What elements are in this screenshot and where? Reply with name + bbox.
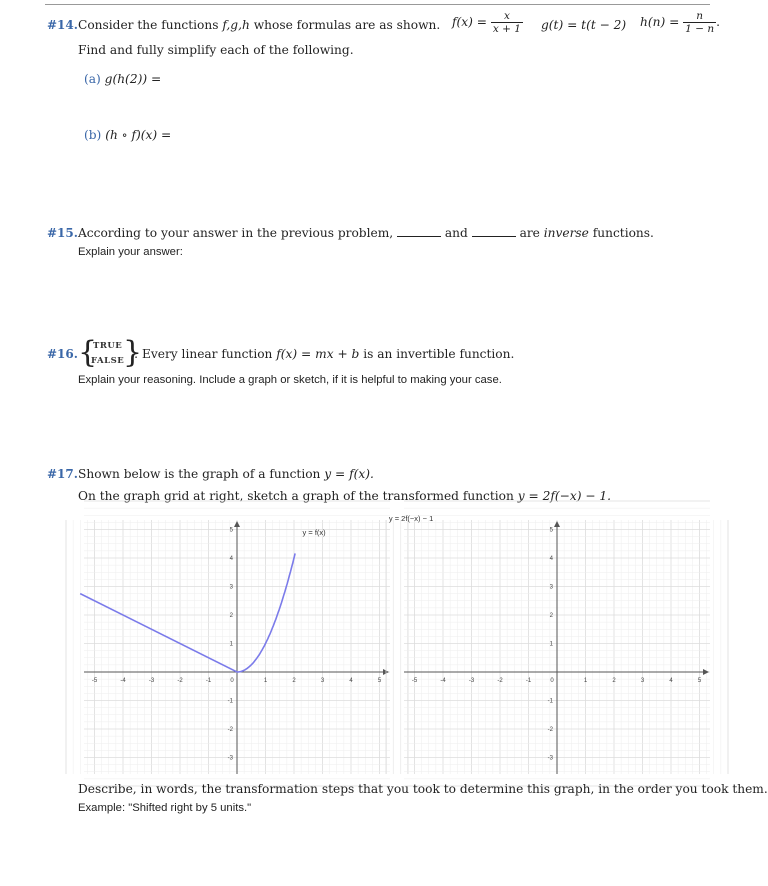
statement-post: is an invertible function. [363, 347, 515, 361]
problem-16-number: #16. [47, 347, 78, 361]
graph-title-label: y = 2f(−x) − 1 [388, 513, 434, 523]
problem-15-explain: Explain your answer: [78, 246, 183, 258]
functions-word: functions. [592, 226, 654, 240]
x-tick-label: 1 [263, 678, 268, 684]
y-tick-label: 5 [549, 527, 553, 534]
answer-blank-2[interactable] [472, 226, 516, 237]
y-axis-arrow [234, 521, 240, 527]
problem-14-line1 [78, 18, 440, 32]
x-tick-label: 5 [377, 678, 382, 684]
problem-14-number: #14. [47, 18, 78, 32]
y-tick-label: -1 [227, 698, 233, 705]
h-fraction [683, 10, 716, 35]
part-a-label: (a) [84, 72, 101, 86]
problem-14-line2: Find and fully simplify each of the following. [78, 43, 354, 57]
are-word: are [519, 226, 540, 240]
and-word: and [444, 226, 468, 240]
left-brace: { [78, 335, 98, 370]
problem-16-explain: Explain your reasoning. Include a graph or sketch, if it is helpful to making your case. [78, 374, 502, 386]
statement-pre: : Every linear function [134, 347, 273, 361]
y-tick-label: -2 [547, 727, 553, 733]
x-tick-label: 4 [669, 678, 673, 684]
y-tick-label: -3 [547, 755, 553, 762]
false-option[interactable]: FALSE [91, 356, 125, 366]
true-option[interactable]: TRUE [93, 341, 123, 351]
answer-blank-1[interactable] [397, 226, 441, 237]
y-tick-label: 4 [549, 556, 553, 562]
y-tick-label: 2 [549, 613, 553, 619]
part-b [84, 128, 171, 142]
x-tick-label: -3 [148, 678, 155, 684]
f-fraction [491, 10, 523, 35]
x-tick-label: 2 [612, 678, 616, 684]
x-tick-label: -5 [91, 678, 98, 684]
y-tick-label: -1 [547, 698, 553, 705]
x-tick-label: 1 [583, 678, 588, 684]
x-tick-label: -1 [205, 678, 212, 684]
x-tick-label: 4 [349, 678, 353, 684]
part-a [84, 72, 161, 86]
h-lhs: h(n) = [640, 15, 680, 29]
g-definition: g(t) = t(t − 2) [541, 18, 627, 32]
series-line-f [80, 553, 295, 672]
y-axis-arrow [554, 521, 560, 527]
y-tick-label: 1 [229, 641, 233, 648]
problem-15-number: #15. [47, 226, 78, 240]
top-rule [45, 4, 710, 5]
problem-15-text: According to your answer in the previous problem, [78, 226, 394, 240]
p17-line1-text: Shown below is the graph of a function [78, 467, 321, 481]
part-a-expression: g(h(2)) = [104, 72, 162, 86]
x-tick-label: -2 [497, 678, 503, 684]
y-tick-label: 3 [549, 584, 553, 591]
y-tick-label: 5 [229, 527, 233, 534]
x-tick-label: 0 [230, 678, 234, 684]
graph-title-label: y = f(x) [302, 528, 326, 538]
problem-17-describe: Describe, in words, the transformation steps that you took to determine this graph, in the order you took them. [78, 782, 768, 796]
linear-formula: f(x) = mx + b [276, 347, 360, 361]
h-period: . [716, 15, 720, 29]
fgh-symbols: f,g,h [222, 18, 250, 32]
f-definition [452, 10, 523, 35]
p17-line2-formula: y = 2f(−x) − 1. [517, 489, 612, 503]
x-tick-label: -4 [120, 678, 126, 684]
x-tick-label: -3 [468, 678, 475, 684]
problem-17-example: Example: "Shifted right by 5 units." [78, 802, 252, 814]
x-tick-label: 2 [292, 678, 296, 684]
p17-line2-text: On the graph grid at right, sketch a graph of the transformed function [78, 489, 514, 503]
x-tick-label: -1 [525, 678, 532, 684]
y-tick-label: 1 [549, 641, 553, 648]
inverse-word: inverse [543, 226, 589, 240]
x-tick-label: -5 [411, 678, 418, 684]
x-axis-arrow [703, 669, 709, 675]
h-denominator: 1 − n [685, 23, 715, 35]
y-tick-label: -2 [227, 727, 233, 733]
f-numerator: x [491, 10, 523, 23]
y-tick-label: 2 [229, 613, 233, 619]
h-definition [640, 10, 720, 35]
x-tick-label: 0 [550, 678, 554, 684]
graph-transformed[interactable] [388, 513, 710, 774]
problem-17-line1 [78, 467, 374, 481]
problem-15-line1 [78, 226, 654, 240]
y-tick-label: 3 [229, 584, 233, 591]
x-tick-label: 3 [320, 678, 325, 684]
x-tick-label: 5 [697, 678, 702, 684]
problem-17-number: #17. [47, 467, 78, 481]
right-brace: } [123, 335, 143, 370]
problem-14-text-end: whose formulas are as shown. [253, 18, 441, 32]
x-tick-label: -4 [440, 678, 446, 684]
part-b-label: (b) [84, 128, 102, 142]
x-tick-label: 3 [640, 678, 645, 684]
f-denominator: x + 1 [492, 23, 521, 35]
graph-f-of-x [84, 520, 390, 774]
h-numerator: n [683, 10, 716, 23]
f-lhs: f(x) = [452, 15, 487, 29]
part-b-expression: (h ∘ f)(x) = [105, 128, 172, 142]
problem-16-statement [134, 347, 514, 361]
y-tick-label: 4 [229, 556, 233, 562]
p17-line1-formula: y = f(x). [324, 467, 374, 481]
y-tick-label: -3 [227, 755, 233, 762]
x-tick-label: -2 [177, 678, 183, 684]
problem-14-text: Consider the functions [78, 18, 219, 32]
